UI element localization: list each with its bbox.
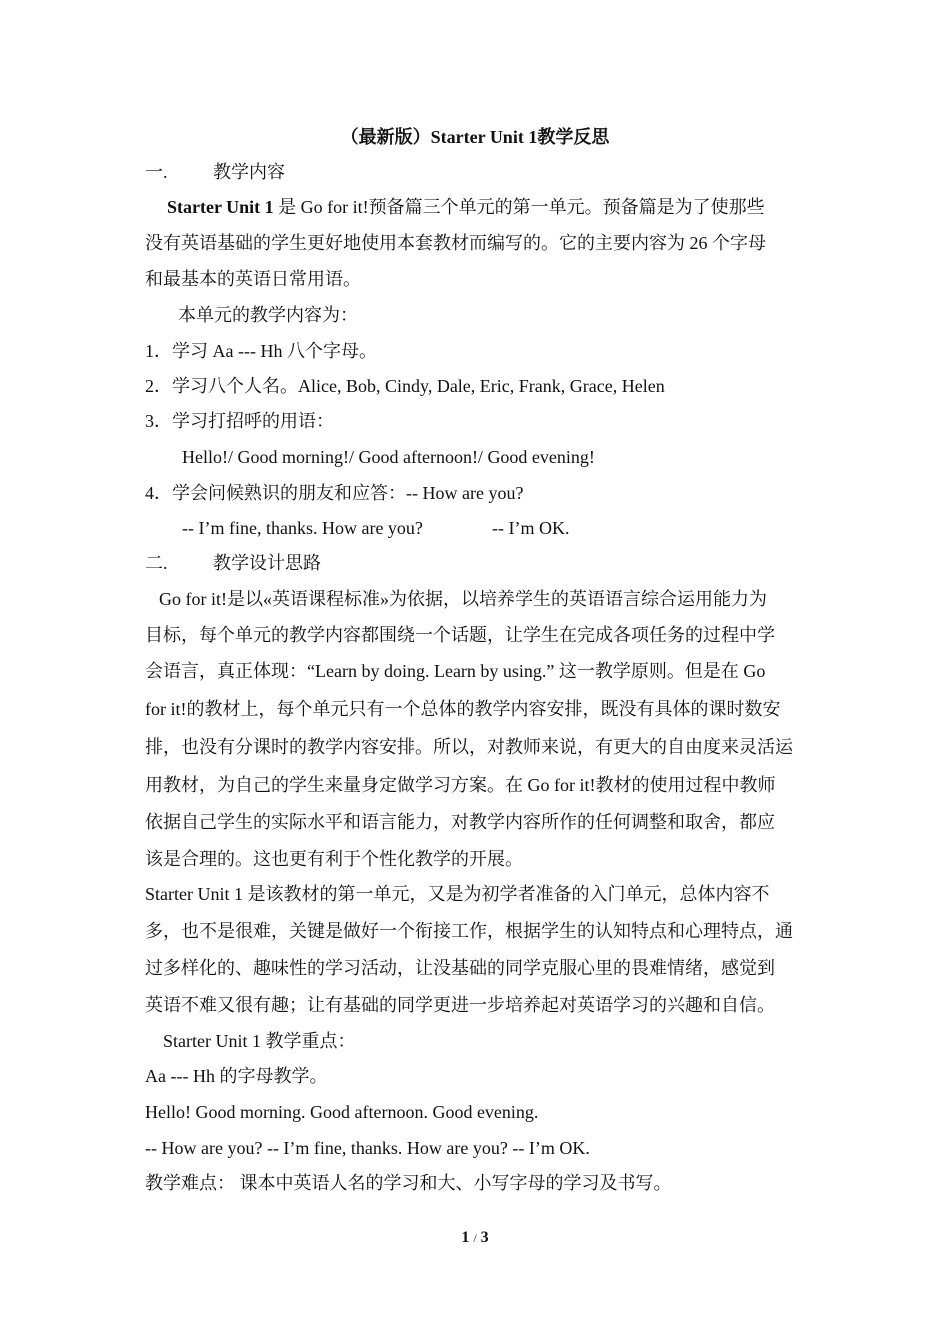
section2-number: 二.: [145, 553, 168, 573]
response-b: -- I’m OK.: [492, 518, 570, 538]
response-a: -- I’m fine, thanks. How are you?: [182, 518, 423, 538]
section1-paragraph-line: 和最基本的英语日常用语。: [145, 269, 361, 289]
page-number: [0, 1229, 950, 1247]
section2-line: Starter Unit 1 是该教材的第一单元，又是为初学者准备的入门单元，总体内容不: [145, 884, 770, 904]
key-points-heading: Starter Unit 1 教学重点：: [163, 1031, 356, 1051]
page-separator: /: [473, 1231, 477, 1245]
document-title: （最新版）Starter Unit 1教学反思: [340, 127, 610, 147]
section2-line: for it!的教材上，每个单元只有一个总体的教学内容安排，既没有具体的课时数安: [145, 699, 781, 719]
current-page: 1: [461, 1229, 470, 1246]
section1-number: 一.: [145, 162, 168, 182]
section1-heading-text: 教学内容: [213, 162, 285, 182]
section1-paragraph-line: 没有英语基础的学生更好地使用本套教材而编写的。它的主要内容为 26 个字母: [145, 233, 766, 253]
section2-line: 英语不难又很有趣；让有基础的同学更进一步培养起对英语学习的兴趣和自信。: [145, 995, 775, 1015]
key-point: Hello! Good morning. Good afternoon. Good evening.: [145, 1102, 539, 1122]
total-pages: 3: [480, 1229, 489, 1246]
section2-line: 该是合理的。这也更有利于个性化教学的开展。: [145, 849, 523, 869]
greeting-phrases: Hello!/ Good morning!/ Good afternoon!/ Good evening!: [182, 447, 595, 467]
key-point: -- How are you? -- I’m fine, thanks. How are you? -- I’m OK.: [145, 1138, 590, 1158]
content-item: 4．学会问候熟识的朋友和应答：-- How are you?: [145, 483, 524, 503]
content-item: 2．学习八个人名。Alice, Bob, Cindy, Dale, Eric, Frank, Grace, Helen: [145, 376, 665, 396]
content-intro: 本单元的教学内容为：: [178, 305, 358, 325]
unit-name-bold: Starter Unit 1: [167, 197, 274, 217]
section2-line: 会语言，真正体现：“Learn by doing. Learn by using.” 这一教学原则。但是在 Go: [145, 661, 766, 681]
section2-line: 用教材，为自己的学生来量身定做学习方案。在 Go for it!教材的使用过程中教师: [145, 775, 776, 795]
section2-line: 目标，每个单元的教学内容都围绕一个话题，让学生在完成各项任务的过程中学: [145, 625, 775, 645]
section2-line: 排，也没有分课时的教学内容安排。所以，对教师来说，有更大的自由度来灵活运: [145, 737, 793, 757]
section2-heading: [145, 552, 321, 574]
section1-heading: [145, 161, 285, 183]
content-item: 1．学习 Aa --- Hh 八个字母。: [145, 341, 377, 361]
difficult-points: 教学难点： 课本中英语人名的学习和大、小写字母的学习及书写。: [145, 1173, 672, 1193]
section2-line: 依据自己学生的实际水平和语言能力，对教学内容所作的任何调整和取舍，都应: [145, 812, 775, 832]
section2-line: 过多样化的、趣味性的学习活动，让没基础的同学克服心里的畏难情绪，感觉到: [145, 958, 775, 978]
content-item: 3．学习打招呼的用语：: [145, 411, 334, 431]
section2-line: 多，也不是很难，关键是做好一个衔接工作，根据学生的认知特点和心理特点，通: [145, 921, 793, 941]
section1-paragraph-line: [167, 196, 765, 218]
paragraph-text: 是 Go for it!预备篇三个单元的第一单元。预备篇是为了使那些: [273, 197, 765, 217]
key-point: Aa --- Hh 的字母教学。: [145, 1066, 328, 1086]
section2-heading-text: 教学设计思路: [213, 553, 321, 573]
section2-line: Go for it!是以«英语课程标准»为依据，以培养学生的英语语言综合运用能力为: [159, 589, 767, 609]
